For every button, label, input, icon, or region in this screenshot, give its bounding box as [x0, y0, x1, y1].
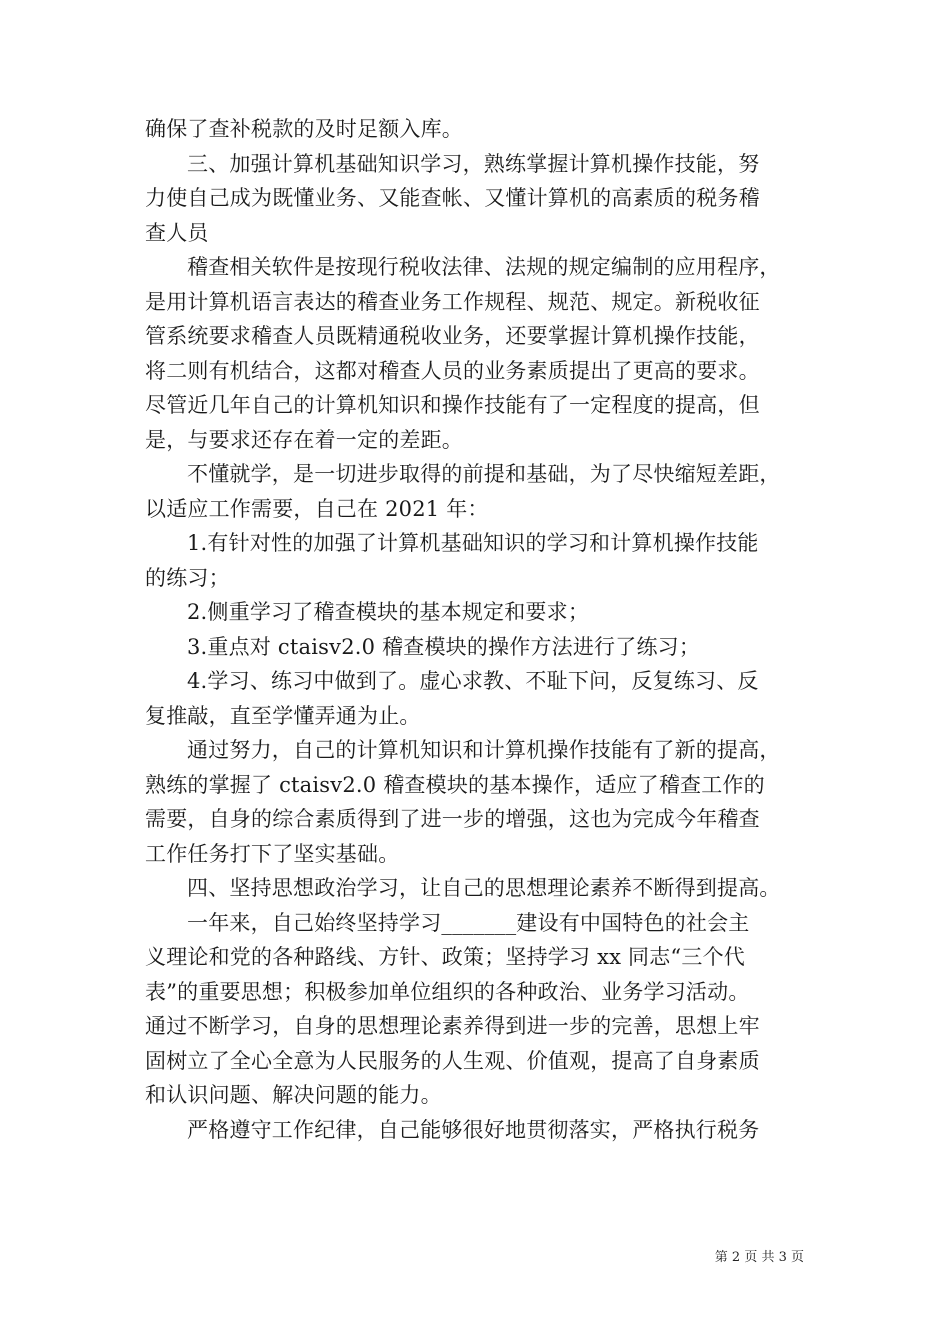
text-line: 将二则有机结合，这都对稽查人员的业务素质提出了更高的要求。 [145, 358, 760, 383]
text-line: 和认识问题、解决问题的能力。 [145, 1083, 442, 1107]
text-line: 表”的重要思想；积极参加单位组织的各种政治、业务学习活动。 [145, 979, 750, 1004]
text-line: 熟练的掌握了 ctaisv2.0 稽查模块的基本操作，适应了稽查工作的 [145, 772, 765, 797]
text-line: 通过努力，自己的计算机知识和计算机操作技能有了新的提高， [187, 738, 781, 762]
text-line: 严格遵守工作纪律，自己能够很好地贯彻落实，严格执行税务 [187, 1117, 760, 1142]
text-line: 义理论和党的各种路线、方针、政策；坚持学习 xx 同志“三个代 [145, 945, 745, 969]
text-line: 1.有针对性的加强了计算机基础知识的学习和计算机操作技能 [187, 531, 759, 555]
page-number: 第 2 页 共 3 页 [714, 1250, 804, 1265]
text-line: 工作任务打下了坚实基础。 [145, 841, 400, 866]
text-line: 是，与要求还存在着一定的差距。 [145, 427, 463, 452]
text-line: 四、坚持思想政治学习，让自己的思想理论素养不断得到提高。 [187, 876, 781, 900]
text-line: 查人员 [145, 220, 209, 245]
text-line: 固树立了全心全意为人民服务的人生观、价值观，提高了自身素质 [145, 1048, 760, 1073]
text-line: 确保了查补税款的及时足额入库。 [145, 117, 463, 141]
text-line: 是用计算机语言表达的稽查业务工作规程、规范、规定。新税收征 [145, 289, 760, 314]
text-line: 一年来，自己始终坚持学习_______建设有中国特色的社会主 [187, 910, 750, 935]
text-line: 尽管近几年自己的计算机知识和操作技能有了一定程度的提高，但 [145, 393, 760, 417]
text-line: 管系统要求稽查人员既精通税收业务，还要掌握计算机操作技能， [145, 324, 760, 348]
text-line: 3.重点对 ctaisv2.0 稽查模块的操作方法进行了练习； [187, 634, 701, 659]
text-line: 2.侧重学习了稽查模块的基本规定和要求； [187, 600, 590, 624]
text-line: 三、加强计算机基础知识学习，熟练掌握计算机操作技能，努 [187, 151, 760, 176]
text-line: 通过不断学习，自身的思想理论素养得到进一步的完善，思想上牢 [145, 1014, 760, 1038]
text-line: 稽查相关软件是按现行税收法律、法规的规定编制的应用程序， [187, 255, 781, 279]
text-line: 不懂就学，是一切进步取得的前提和基础，为了尽快缩短差距， [187, 462, 781, 486]
document-body [145, 112, 805, 1147]
text-line: 的练习； [145, 565, 230, 590]
text-line: 4.学习、练习中做到了。虚心求教、不耻下问，反复练习、反 [187, 669, 759, 693]
text-line: 复推敲，直至学懂弄通为止。 [145, 703, 421, 728]
text-line: 需要，自身的综合素质得到了进一步的增强，这也为完成今年稽查 [145, 807, 760, 831]
text-line: 力使自己成为既懂业务、又能查帐、又懂计算机的高素质的税务稽 [145, 186, 760, 210]
text-line: 以适应工作需要，自己在 2021 年： [145, 496, 489, 521]
